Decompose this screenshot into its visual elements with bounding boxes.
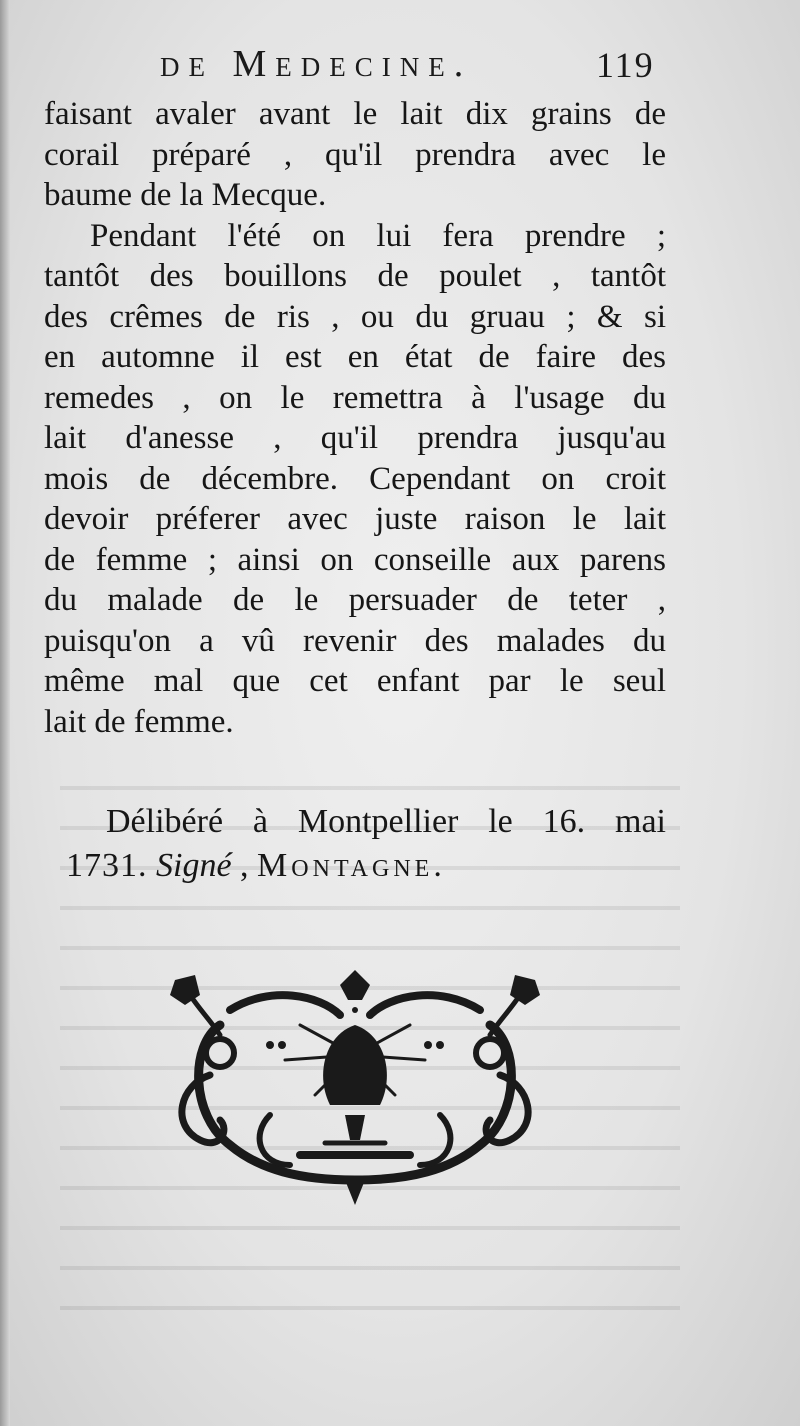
- signature-block: [44, 800, 666, 888]
- page-gutter-shadow: [0, 0, 10, 1426]
- text-line: du malade de le persuader de teter ,: [44, 582, 666, 618]
- text-line: même mal que cet enfant par le seul: [44, 663, 666, 699]
- text-line: puisqu'on a vû revenir des malades du: [44, 622, 666, 659]
- text-line: lait d'anesse , qu'il prendra jusqu'au: [44, 420, 666, 456]
- text-line: tantôt des bouillons de poulet , tantôt: [44, 258, 666, 294]
- running-head: [0, 42, 800, 92]
- page-number: 119: [596, 45, 655, 85]
- deliberation-line: Délibéré à Montpellier le 16. mai: [106, 803, 666, 840]
- fleuron-ornament-icon: [150, 965, 560, 1220]
- text-line: corail préparé , qu'il prendra avec le: [44, 136, 666, 173]
- text-line: remedes , on le remettra à l'usage du: [44, 379, 666, 416]
- text-line: des crêmes de ris , ou du gruau ; & si: [44, 298, 666, 335]
- signature-name: Montagne.: [257, 847, 446, 884]
- text-line: de femme ; ainsi on conseille aux parens: [44, 541, 666, 578]
- text-line: baume de la Mecque.: [44, 177, 327, 213]
- text-line: lait de femme.: [44, 703, 234, 740]
- text-line: devoir préferer avec juste raison le lait: [44, 501, 666, 537]
- running-title: de Medecine.: [160, 43, 473, 85]
- signature-line: [44, 844, 666, 888]
- signature-signe: Signé: [156, 847, 232, 884]
- body-text: [44, 94, 666, 742]
- signature-separator: ,: [240, 847, 249, 884]
- text-line: faisant avaler avant le lait dix grains de: [44, 96, 666, 132]
- signature-year: 1731.: [66, 847, 148, 884]
- text-line: Pendant l'été on lui fera prendre ;: [90, 217, 666, 254]
- text-line: mois de décembre. Cependant on croit: [44, 460, 666, 497]
- text-line: en automne il est en état de faire des: [44, 339, 666, 375]
